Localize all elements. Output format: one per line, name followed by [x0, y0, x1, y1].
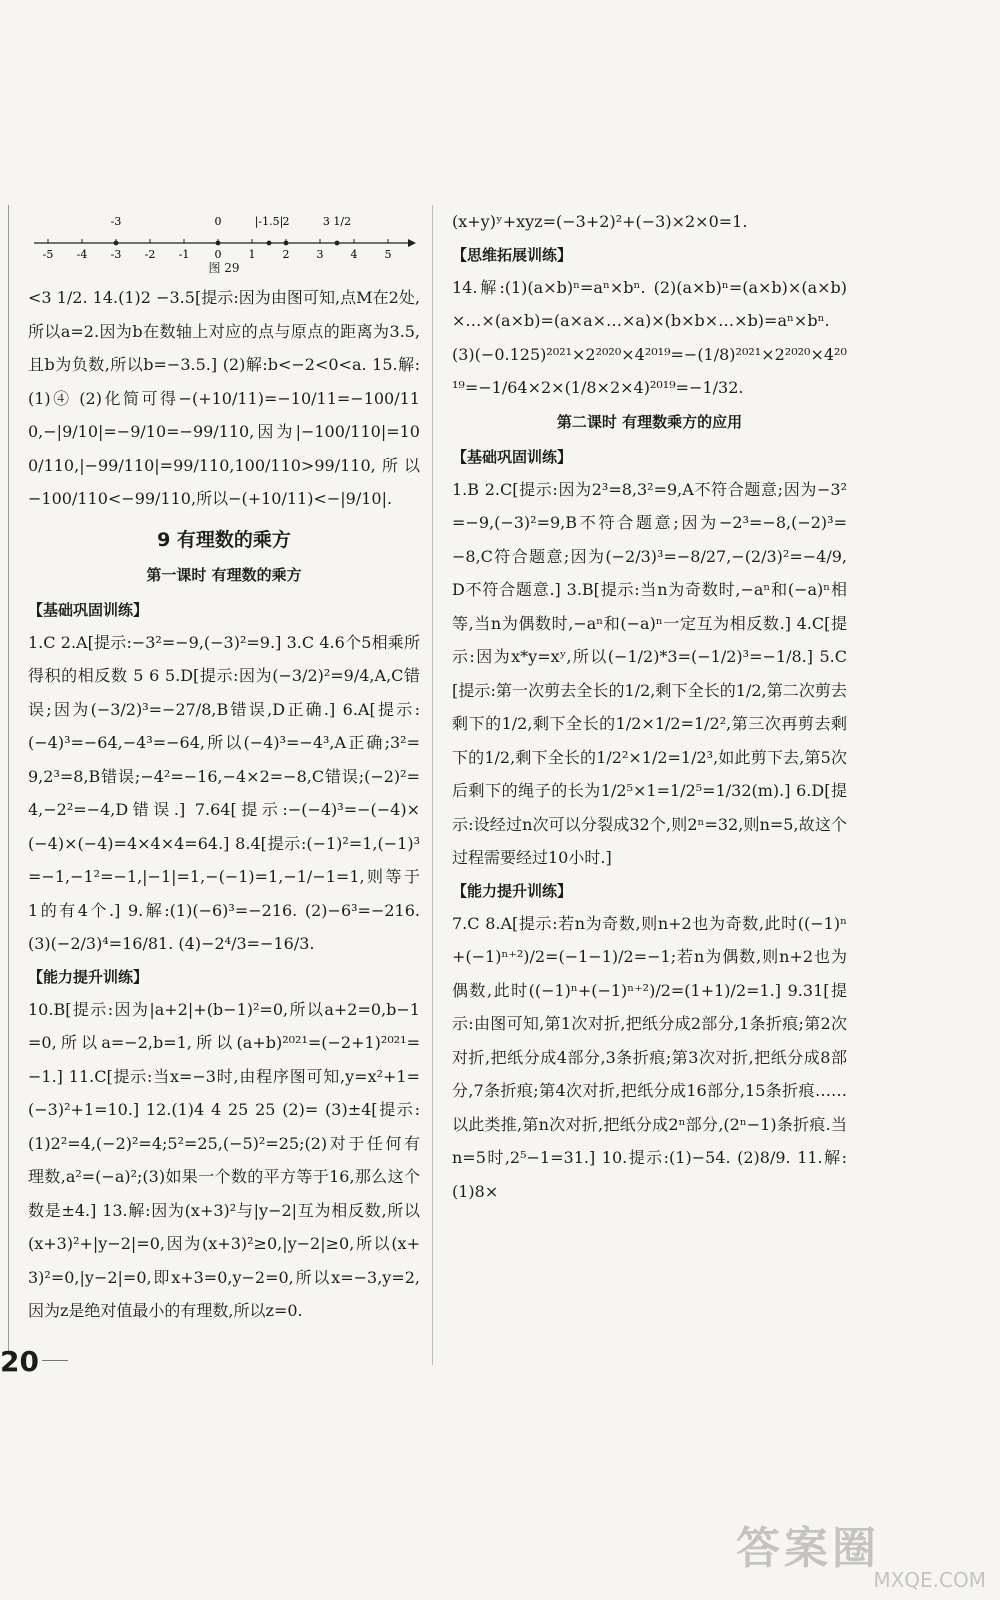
lesson-title-2: 第二课时 有理数乘方的应用 [556, 412, 743, 431]
tick-label: 1 [248, 248, 256, 261]
answer-14: 14.解:(1)(a×b)ⁿ=aⁿ×bⁿ. (2)(a×b)ⁿ=(a×b)×(a×b)×…×(a×b)=(a×a×…×a)×(b×b×…×b)=aⁿ×bⁿ. (3)(−0.125)²⁰²¹×2²⁰²⁰×4²⁰¹⁹=−(1/8)²⁰²¹×2²⁰²⁰×4²⁰¹⁹=−1/64×2×(1/8×2×4)²⁰¹⁹=−1/32. [452, 277, 847, 397]
chapter-title: 9 有理数的乘方 [157, 528, 291, 551]
margin-rule [8, 205, 9, 1355]
tick-label: -1 [178, 248, 190, 261]
figure-caption: 图 29 [208, 261, 240, 275]
point-mark [284, 241, 289, 246]
watermark-url: MXQE.COM [873, 1568, 986, 1592]
page-number-dash [42, 1360, 68, 1361]
right-column [452, 205, 847, 1208]
number-line-point-labels [111, 215, 351, 245]
lesson-title: 第一课时 有理数的乘方 [146, 565, 302, 584]
watermark [736, 1512, 986, 1592]
tick-label: -3 [110, 248, 122, 261]
answers-1-9: 1.C 2.A[提示:−3²=−9,(−3)²=9.] 3.C 4.6个5相乘所得积的相反数 5 6 5.D[提示:因为(−3/2)²=9/4,A,C错误;因为(−3/2)³=−27/8,B错误,D正确.] 6.A[提示:(−4)³=−64,−4³=−64,所以(−4)³=−4³,A正确;3²=9,2³=8,B错误;−4²=−16,−4×2=−8,C错误;(−2)²=4,−2²=−4,D错误.] 7.64[提示:−(−4)³=−(−4)×(−4)×(−4)=4×4×4=64.] 8.4[提示:(−1)²=1,(−1)³=−1,−1²=−1,|−1|=1,−(−1)=1,−1/−1=1,则等于1的有4个.] 9.解:(1)(−6)³=−216. (2)−6³=−216. (3)(−2/3)⁴=16/81. (4)−2⁴/3=−16/3. [28, 632, 420, 953]
point-label: 3 1/2 [322, 215, 352, 228]
point-label: 2 [282, 215, 290, 228]
point-label: -3 [110, 215, 122, 228]
tick-label: 0 [214, 248, 222, 261]
left-column [28, 205, 420, 1328]
point-mark [267, 241, 272, 246]
number-line [28, 205, 420, 263]
point-mark [216, 241, 221, 246]
column-divider [432, 205, 433, 1365]
tick-label: 3 [316, 248, 324, 261]
section-ability-2: 【能力提升训练】 [452, 881, 573, 900]
page-number: 20 [0, 1345, 39, 1378]
point-mark [114, 241, 119, 246]
tick-label: 4 [350, 248, 358, 261]
answer-13-cont: (x+y)ʸ+xyz=(−3+2)²+(−3)×2×0=1. [452, 212, 748, 231]
tick-label: -2 [144, 248, 156, 261]
answers-13-15: <3 1/2. 14.(1)2 −3.5[提示:因为由图可知,点M在2处,所以a=2.因为b在数轴上对应的点与原点的距离为3.5,且b为负数,所以b=−3.5.] (2)解:b<−2<0<a. 15.解:(1)④ (2)化简可得−(+10/11)=−10/11=−100/110,−|9/10|=−9/10=−99/110,因为|−100/110|=100/110,|−99/110|=99/110,100/110>99/110,所以−100/110<−99/110,所以−(+10/11)<−|9/10|. [28, 288, 420, 508]
section-basic-2: 【基础巩固训练】 [452, 447, 573, 466]
tick-label: 2 [282, 248, 290, 261]
section-think: 【思维拓展训练】 [452, 245, 573, 264]
answers-10-13: 10.B[提示:因为|a+2|+(b−1)²=0,所以a+2=0,b−1=0,所以a=−2,b=1,所以(a+b)²⁰²¹=(−2+1)²⁰²¹=−1.] 11.C[提示:当x=−3时,由程序图可知,y=x²+1=(−3)²+1=10.] 12.(1)4 4 25 25 (2)= (3)±4[提示:(1)2²=4,(−2)²=4;5²=25,(−5)²=25;(2)对于任何有理数,a²=(−a)²;(3)如果一个数的平方等于16,那么这个数是±4.] 13.解:因为(x+3)²与|y−2|互为相反数,所以(x+3)²+|y−2|=0,因为(x+3)²≥0,|y−2|≥0,所以(x+3)²=0,|y−2|=0,即x+3=0,y−2=0,所以x=−3,y=2,因为z是绝对值最小的有理数,所以z=0. [28, 999, 420, 1320]
tick-label: -5 [42, 248, 54, 261]
answers-7-11: 7.C 8.A[提示:若n为奇数,则n+2也为奇数,此时((−1)ⁿ+(−1)ⁿ⁺²)/2=(−1−1)/2=−1;若n为偶数,则n+2也为偶数,此时((−1)ⁿ+(−1)ⁿ⁺²)/2=(1+1)/2=1.] 9.31[提示:由图可知,第1次对折,把纸分成2部分,1条折痕;第2次对折,把纸分成4部分,3条折痕;第3次对折,把纸分成8部分,7条折痕;第4次对折,把纸分成16部分,15条折痕……以此类推,第n次对折,把纸分成2ⁿ部分,(2ⁿ−1)条折痕.当n=5时,2⁵−1=31.] 10.提示:(1)−54. (2)8/9. 11.解:(1)8× [452, 913, 847, 1201]
section-ability: 【能力提升训练】 [28, 967, 149, 986]
point-label: 0 [214, 215, 222, 228]
point-label: |-1.5| [254, 215, 284, 228]
watermark-logo: 答案圈 [736, 1523, 880, 1574]
tick-label: 5 [384, 248, 392, 261]
section-basic: 【基础巩固训练】 [28, 600, 149, 619]
point-mark [335, 241, 340, 246]
tick-label: -4 [76, 248, 88, 261]
number-line-figure [28, 205, 420, 279]
answers-1-6: 1.B 2.C[提示:因为2³=8,3²=9,A不符合题意;因为−3²=−9,(−3)²=9,B不符合题意;因为−2³=−8,(−2)³=−8,C符合题意;因为(−2/3)³=−8/27,−(2/3)²=−4/9,D不符合题意.] 3.B[提示:当n为奇数时,−aⁿ和(−a)ⁿ相等,当n为偶数时,−aⁿ和(−a)ⁿ一定互为相反数.] 4.C[提示:因为x*y=xʸ,所以(−1/2)*3=(−1/2)³=−1/8.] 5.C[提示:第一次剪去全长的1/2,剩下全长的1/2,第二次剪去剩下的1/2,剩下全长的1/2×1/2=1/2²,第三次再剪去剩下的1/2,剩下全长的1/2²×1/2=1/2³,如此剪下去,第5次后剩下的绳子的长为1/2⁵×1=1/2⁵=1/32(m).] 6.D[提示:设经过n次可以分裂成32个,则2ⁿ=32,则n=5,故这个过程需要经过10小时.] [452, 479, 847, 867]
